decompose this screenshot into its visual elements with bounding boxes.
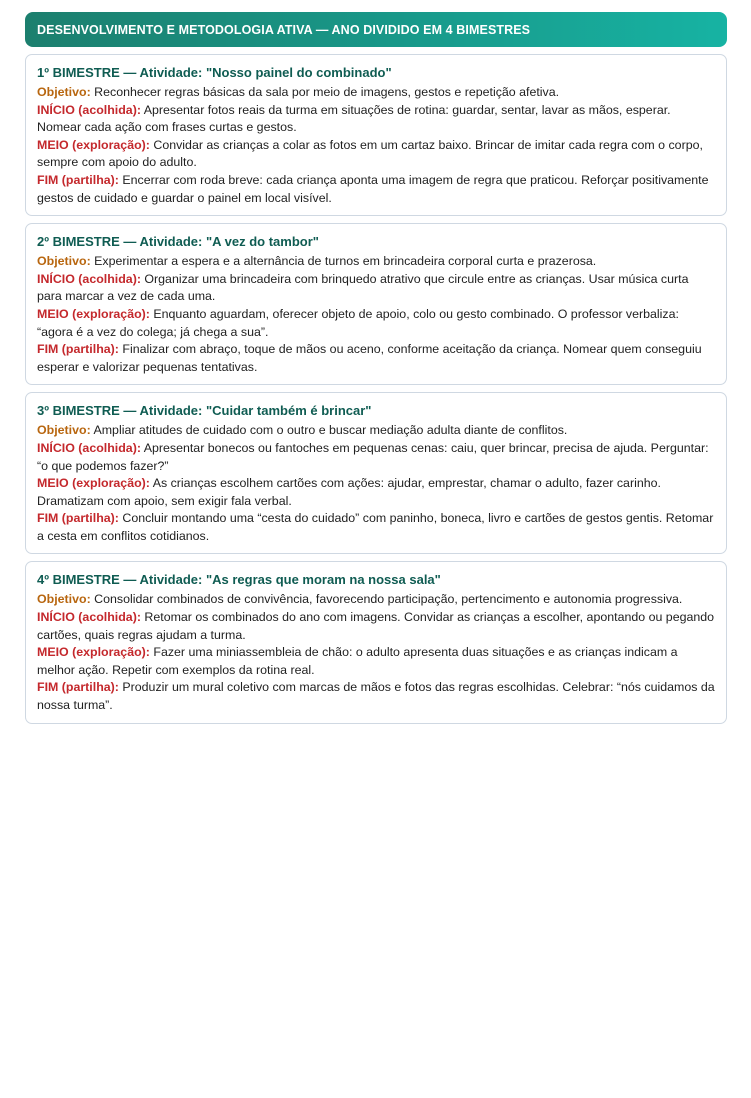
inicio-line xyxy=(37,102,715,137)
objetivo-text: Experimentar a espera e a alternância de turnos em brincadeira corporal curta e prazerosa. xyxy=(94,254,597,269)
objetivo-line xyxy=(37,84,715,102)
objetivo-label: Objetivo: xyxy=(37,592,91,607)
document-page xyxy=(25,12,727,724)
meio-label: MEIO (exploração): xyxy=(37,306,150,321)
meio-label: MEIO (exploração): xyxy=(37,137,150,152)
bimestre-card-2 xyxy=(25,223,727,385)
meio-line xyxy=(37,137,715,172)
fim-line xyxy=(37,510,715,545)
objetivo-text: Consolidar combinados de convivência, favorecendo participação, pertencimento e autonomia progressiva. xyxy=(94,592,683,607)
fim-line xyxy=(37,172,715,207)
objetivo-line xyxy=(37,591,715,609)
bimestre-title: 3º BIMESTRE — Atividade: "Cuidar também é brincar" xyxy=(37,403,372,419)
bimestre-card-3 xyxy=(25,392,727,554)
fim-text: Produzir um mural coletivo com marcas de mãos e fotos das regras escolhidas. Celebrar: “nós cuidamos da nossa turma”. xyxy=(37,680,715,713)
meio-text: Fazer uma miniassembleia de chão: o adulto apresenta duas situações e as crianças indicam a melhor ação. Repetir com exemplos da rotina real. xyxy=(37,645,678,677)
bimestre-card-1 xyxy=(25,54,727,216)
meio-line xyxy=(37,306,715,341)
inicio-line xyxy=(37,271,715,306)
fim-text: Encerrar com roda breve: cada criança aponta uma imagem de regra que praticou. Reforçar positivamente gestos de cuidado e guardar o painel em local visível. xyxy=(37,172,709,205)
inicio-line xyxy=(37,609,715,644)
bimestre-card-4 xyxy=(25,561,727,723)
inicio-text: Apresentar bonecos ou fantoches em pequenas cenas: caiu, quer brincar, precisa de ajuda. Perguntar: “o que podemos fazer?” xyxy=(37,440,709,473)
inicio-label: INÍCIO (acolhida): xyxy=(37,271,141,286)
bimestre-title: 2º BIMESTRE — Atividade: "A vez do tambor" xyxy=(37,234,319,250)
inicio-text: Organizar uma brincadeira com brinquedo atrativo que circule entre as crianças. Usar música curta para marcar a vez de cada uma. xyxy=(37,271,689,304)
objetivo-text: Reconhecer regras básicas da sala por meio de imagens, gestos e repetição afetiva. xyxy=(94,85,560,99)
inicio-label: INÍCIO (acolhida): xyxy=(37,610,141,625)
objetivo-text: Ampliar atitudes de cuidado com o outro e buscar mediação adulta diante de conflitos. xyxy=(93,423,568,438)
meio-line xyxy=(37,644,715,679)
fim-text: Concluir montando uma “cesta do cuidado” com paninho, boneca, livro e cartões de gestos gentis. Retomar a cesta em conflitos cotidianos. xyxy=(37,511,714,543)
meio-label: MEIO (exploração): xyxy=(37,476,150,491)
section-header xyxy=(25,12,727,47)
inicio-text: Apresentar fotos reais da turma em situações de rotina: guardar, sentar, lavar as mãos, esperar. Nomear cada ação com frases curtas e gestos. xyxy=(37,102,671,135)
fim-line xyxy=(37,679,715,714)
meio-label: MEIO (exploração): xyxy=(37,645,150,660)
bimestre-title: 1º BIMESTRE — Atividade: "Nosso painel do combinado" xyxy=(37,65,392,80)
objetivo-label: Objetivo: xyxy=(37,85,91,99)
objetivo-label: Objetivo: xyxy=(37,423,91,438)
bimestre-title: 4º BIMESTRE — Atividade: "As regras que moram na nossa sala" xyxy=(37,572,441,588)
meio-text: Convidar as crianças a colar as fotos em um cartaz baixo. Brincar de imitar cada regra com o corpo, sempre com apoio do adulto. xyxy=(37,137,703,170)
inicio-label: INÍCIO (acolhida): xyxy=(37,440,141,455)
fim-label: FIM (partilha): xyxy=(37,511,119,526)
objetivo-line xyxy=(37,422,715,440)
fim-label: FIM (partilha): xyxy=(37,342,119,357)
fim-label: FIM (partilha): xyxy=(37,680,119,695)
fim-line xyxy=(37,341,715,376)
inicio-line xyxy=(37,440,715,475)
meio-text: Enquanto aguardam, oferecer objeto de apoio, colo ou gesto combinado. O professor verbaliza: “agora é a vez do colega; já chega a sua”. xyxy=(37,306,679,339)
fim-text: Finalizar com abraço, toque de mãos ou aceno, conforme aceitação da criança. Nomear quem conseguiu esperar e valorizar pequenas tentativas. xyxy=(37,342,702,374)
section-header-title: DESENVOLVIMENTO E METODOLOGIA ATIVA — ANO DIVIDIDO EM 4 BIMESTRES xyxy=(37,22,531,37)
inicio-label: INÍCIO (acolhida): xyxy=(37,102,141,117)
objetivo-line xyxy=(37,253,715,271)
inicio-text: Retomar os combinados do ano com imagens. Convidar as crianças a escolher, apontando ou pegando cartões, quais regras ajudam a turma. xyxy=(37,610,715,642)
fim-label: FIM (partilha): xyxy=(37,172,119,187)
objetivo-label: Objetivo: xyxy=(37,254,91,269)
meio-line xyxy=(37,475,715,510)
meio-text: As crianças escolhem cartões com ações: ajudar, emprestar, chamar o adulto, fazer carinho. Dramatizam com apoio, sem exigir fala verbal. xyxy=(37,476,661,508)
